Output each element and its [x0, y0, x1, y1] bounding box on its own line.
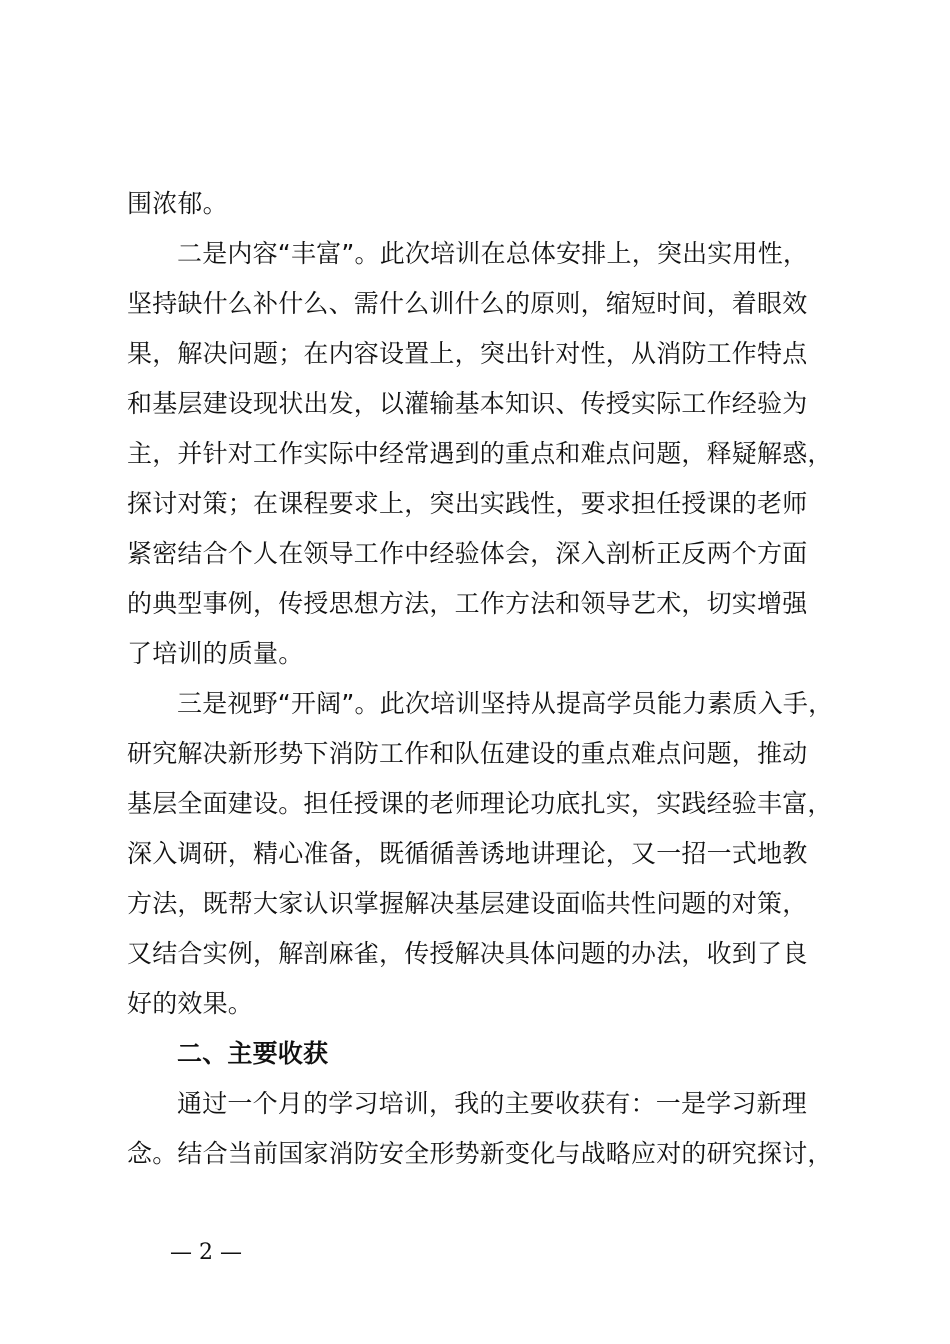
paragraph-first-line: 二是内容“丰富”。此次培训在总体安排上，突出实用性， [177, 239, 809, 268]
body-text-line: 坚持缺什么补什么、需什么训什么的原则，缩短时间，着眼效 [127, 289, 808, 318]
body-text-line: 念。结合当前国家消防安全形势新变化与战略应对的研究探讨， [127, 1139, 833, 1168]
body-text-line: 主，并针对工作实际中经常遇到的重点和难点问题，释疑解惑， [127, 439, 833, 468]
body-text-line: 果，解决问题；在内容设置上，突出针对性，从消防工作特点 [127, 339, 808, 368]
body-text-line: 紧密结合个人在领导工作中经验体会，深入剖析正反两个方面 [127, 539, 808, 568]
body-text-line: 探讨对策；在课程要求上，突出实践性，要求担任授课的老师 [127, 489, 808, 518]
body-text-line: 基层全面建设。担任授课的老师理论功底扎实，实践经验丰富， [127, 789, 833, 818]
body-text-line: 了培训的质量。 [127, 639, 304, 668]
page-number: — 2 — [170, 1240, 242, 1265]
paragraph-first-line: 通过一个月的学习培训，我的主要收获有：一是学习新理 [177, 1089, 808, 1118]
body-text-line: 和基层建设现状出发，以灌输基本知识、传授实际工作经验为 [127, 389, 808, 418]
body-text-line: 的典型事例，传授思想方法，工作方法和领导艺术，切实增强 [127, 589, 808, 618]
section-heading: 二、主要收获 [177, 1039, 329, 1068]
body-text-line: 好的效果。 [127, 989, 254, 1018]
body-text-line: 方法，既帮大家认识掌握解决基层建设面临共性问题的对策， [127, 889, 808, 918]
body-text-line: 深入调研，精心准备，既循循善诱地讲理论，又一招一式地教 [127, 839, 808, 868]
body-text-line: 围浓郁。 [127, 189, 228, 218]
body-text-line: 又结合实例，解剖麻雀，传授解决具体问题的办法，收到了良 [127, 939, 808, 968]
paragraph-first-line: 三是视野“开阔”。此次培训坚持从提高学员能力素质入手， [177, 689, 834, 718]
body-text-line: 研究解决新形势下消防工作和队伍建设的重点难点问题，推动 [127, 739, 808, 768]
